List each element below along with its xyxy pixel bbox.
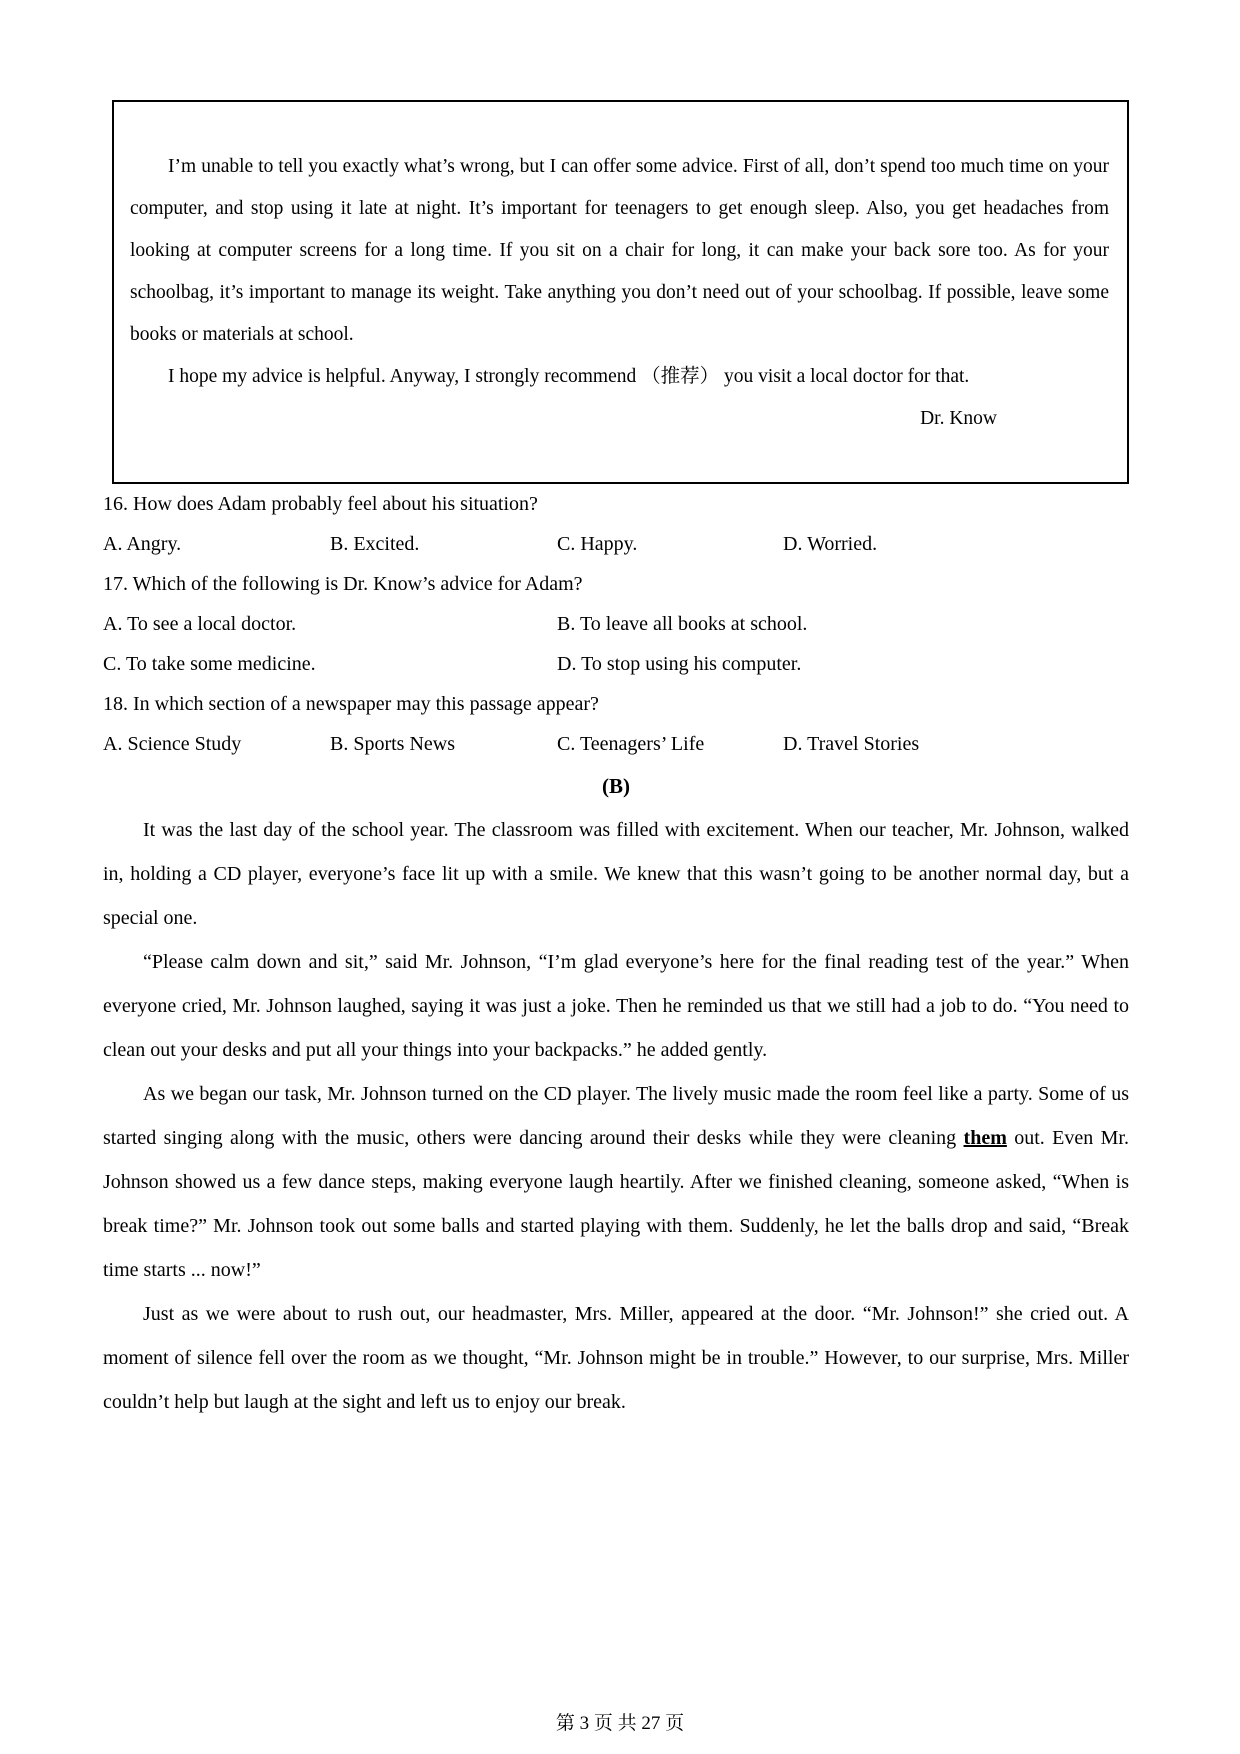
question-17-option-d: D. To stop using his computer. <box>557 653 802 675</box>
question-17 <box>103 564 1129 604</box>
letter-box <box>112 100 1129 484</box>
passage-b-paragraph-2: “Please calm down and sit,” said Mr. Johnson, “I’m glad everyone’s here for the final reading test of the year.” When everyone cried, Mr. Johnson laughed, saying it was just a joke. Then he reminded us that we still had a job to do. “You need to clean out your desks and put all your things into your backpacks.” he added gently. <box>103 951 1129 1061</box>
question-18-text: In which section of a newspaper may this passage appear? <box>133 693 599 715</box>
question-18-options <box>103 724 1129 764</box>
question-17-options-row-2 <box>103 644 1129 684</box>
question-16-option-b: B. Excited. <box>330 533 420 555</box>
letter-paragraph-2: I hope my advice is helpful. Anyway, I strongly recommend （推荐） you visit a local doctor for that. <box>168 366 970 387</box>
question-16-text: How does Adam probably feel about his situation? <box>133 493 538 515</box>
passage-b-paragraph-4: Just as we were about to rush out, our headmaster, Mrs. Miller, appeared at the door. “Mr. Johnson!” she cried out. A moment of silence fell over the room as we thought, “Mr. Johnson might be in trouble.” However, to our surprise, Mrs. Miller couldn’t help but laugh at the sight and left us to enjoy our break. <box>103 1303 1129 1413</box>
question-16 <box>103 484 1129 524</box>
question-16-number: 16. <box>103 493 128 515</box>
question-18-option-a: A. Science Study <box>103 733 242 755</box>
question-17-options-row-1 <box>103 604 1129 644</box>
passage-b-paragraph-3-after: out. Even Mr. Johnson showed us a few dance steps, making everyone laugh heartily. After we finished cleaning, someone asked, “When is break time?” Mr. Johnson took out some balls and started playing with them. Suddenly, he let the balls drop and said, “Break time starts ... now!” <box>103 1127 1129 1281</box>
question-18-option-d: D. Travel Stories <box>783 733 920 755</box>
question-17-option-a: A. To see a local doctor. <box>103 613 297 635</box>
underlined-word-them: them <box>963 1127 1007 1149</box>
question-18-option-b: B. Sports News <box>330 733 456 755</box>
question-18 <box>103 684 1129 724</box>
section-b-heading: (B) <box>602 774 630 798</box>
passage-b-paragraph-3 <box>103 1072 1129 1292</box>
question-16-option-a: A. Angry. <box>103 533 182 555</box>
passage-b-paragraph-1: It was the last day of the school year. The classroom was filled with excitement. When our teacher, Mr. Johnson, walked in, holding a CD player, everyone’s face lit up with a smile. We knew that this wasn’t going to be another normal day, but a special one. <box>103 819 1129 929</box>
page-footer: 第 3 页 共 27 页 <box>555 1713 685 1734</box>
question-18-number: 18. <box>103 693 128 715</box>
question-17-option-c: C. To take some medicine. <box>103 653 316 675</box>
question-17-option-b: B. To leave all books at school. <box>557 613 808 635</box>
page-content <box>103 100 1129 1424</box>
question-16-option-d: D. Worried. <box>783 533 878 555</box>
question-18-option-c: C. Teenagers’ Life <box>557 733 705 755</box>
letter-signature: Dr. Know <box>920 408 997 429</box>
question-16-option-c: C. Happy. <box>557 533 638 555</box>
question-17-text: Which of the following is Dr. Know’s advice for Adam? <box>132 573 583 595</box>
question-16-options <box>103 524 1129 564</box>
question-17-number: 17. <box>103 573 128 595</box>
passage-b-paragraph-3-before: As we began our task, Mr. Johnson turned on the CD player. The lively music made the room feel like a party. Some of us started singing along with the music, others were dancing around their desks while they were cleaning <box>103 1083 1129 1149</box>
letter-paragraph-1: I’m unable to tell you exactly what’s wrong, but I can offer some advice. First of all, don’t spend too much time on your computer, and stop using it late at night. It’s important for teenagers to get enough sleep. Also, you get headaches from looking at computer screens for a long time. If you sit on a chair for long, it can make your back sore too. As for your schoolbag, it’s important to manage its weight. Take anything you don’t need out of your schoolbag. If possible, leave some books or materials at school. <box>130 156 1109 345</box>
